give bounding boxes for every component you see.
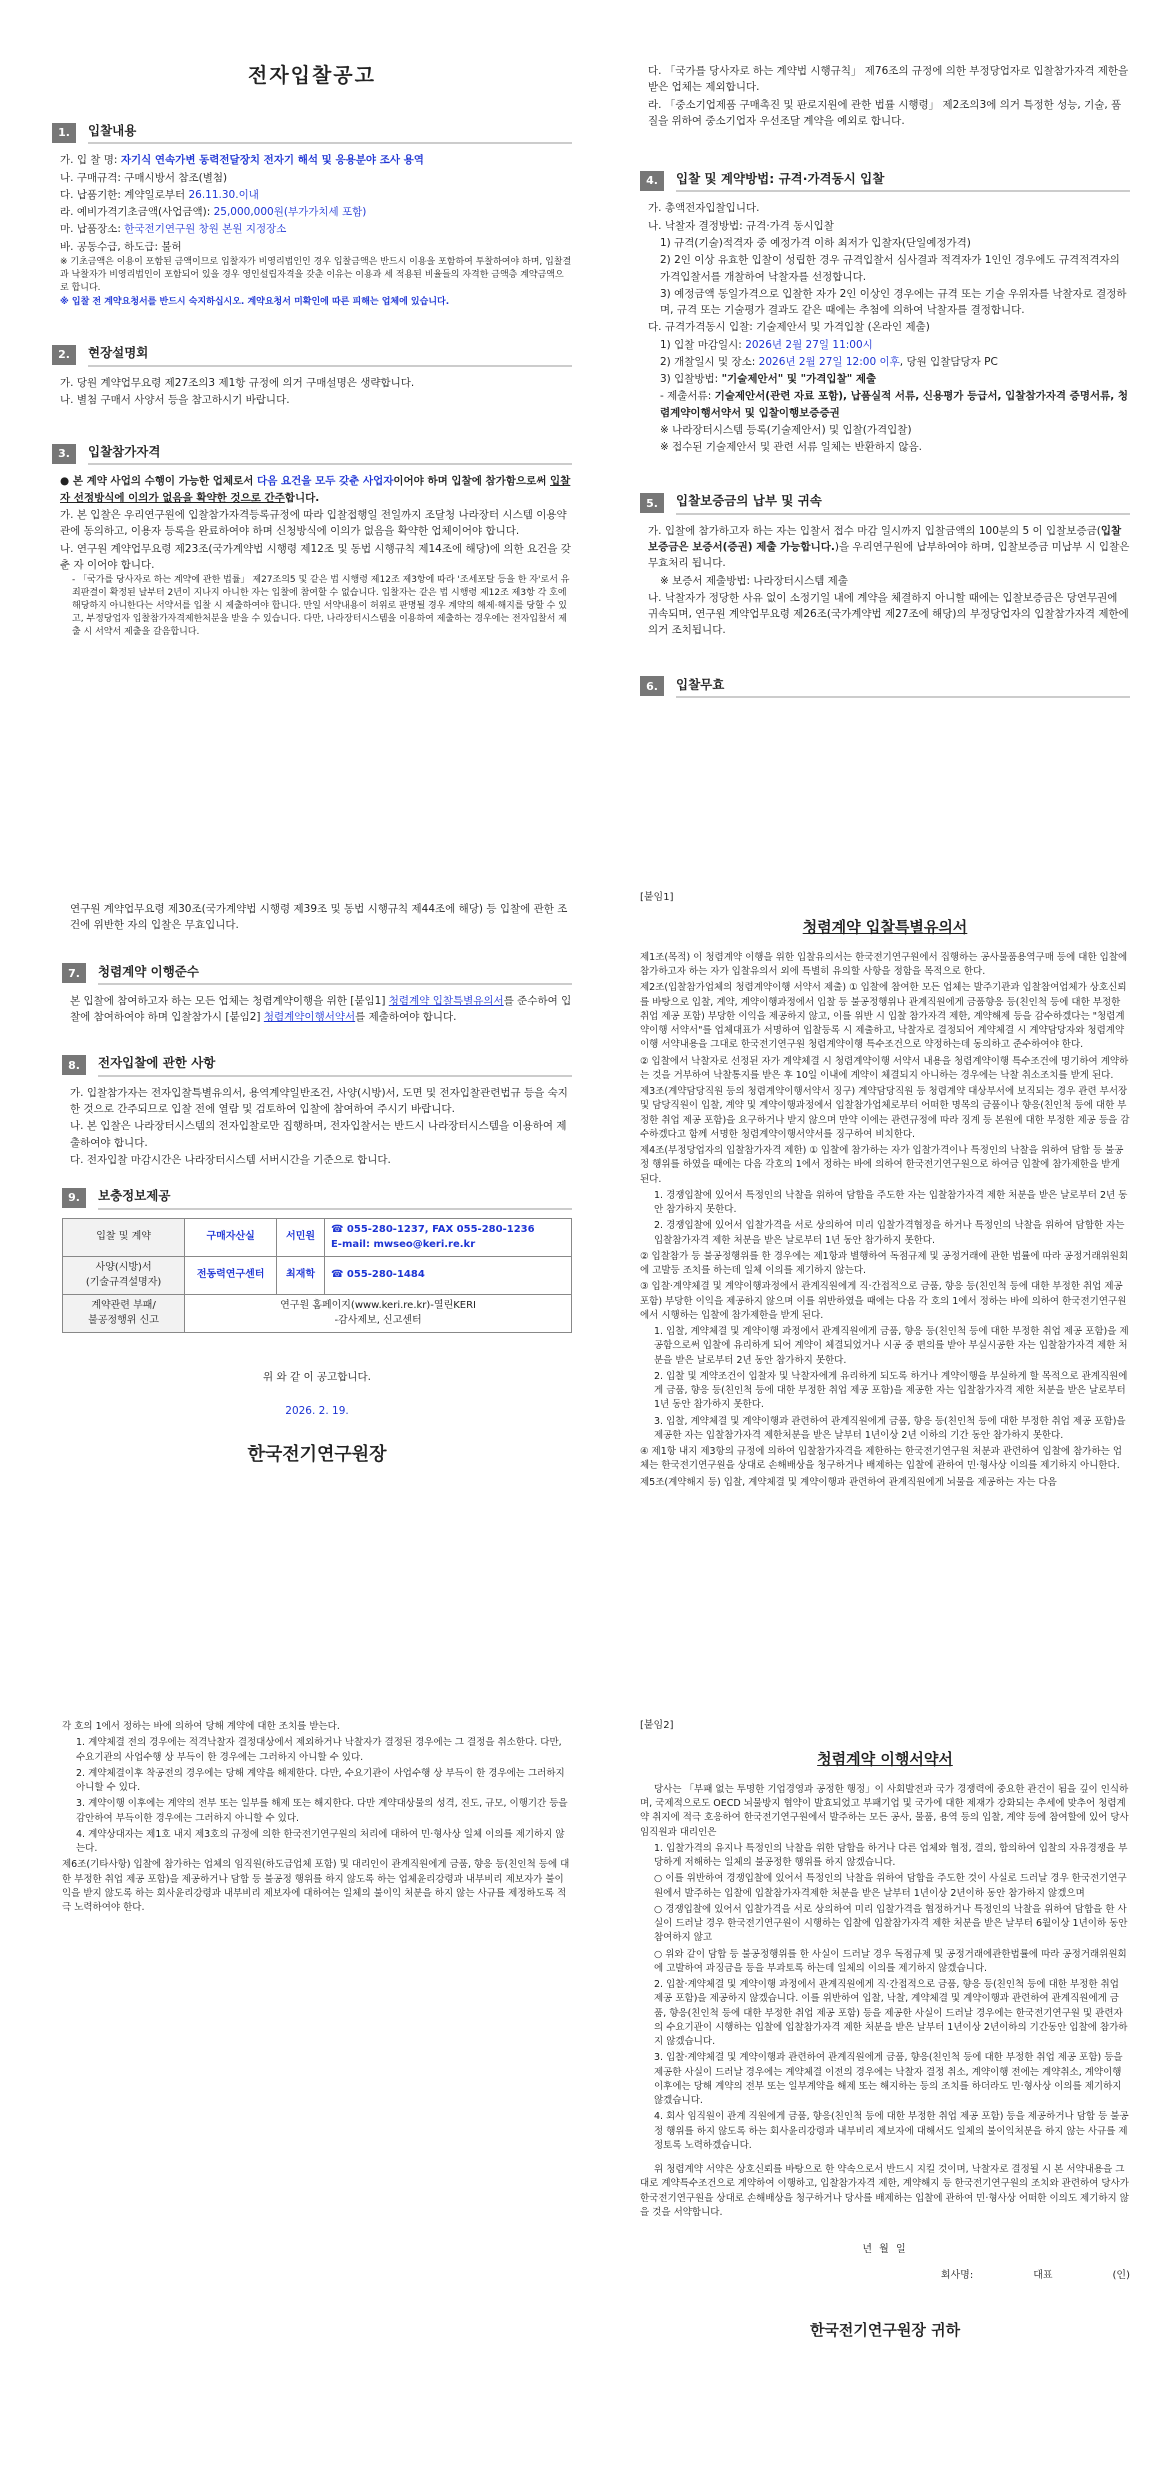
text-line: 가. 본 입찰은 우리연구원에 입찰참가자격등록규정에 따라 입찰접행일 전일까지 조달청 나라장터 시스템 이용약관에 동의하고, 이용자 등록을 완료하여야 하며 신청방식에 이의가 없음을 확약한 업체이어야 합니다. [60, 508, 567, 538]
closing-text: 위 청렴계약 서약은 상호신뢰를 바탕으로 한 약속으로서 반드시 지킬 것이며, 낙찰자로 결정될 시 본 서약내용을 그대로 계약특수조건으로 계약하여 이행하고, 입찰참가자격 제한, 계약해지 등 한국전기연구원의 조치와 관련하여 당사가 한국전기연구원을 상대로 손해배상을 청구하거나 당사를 배제하는 입찰에 관하여 민·형사상 어떠한 이의도 제기하지 않을 것을 서약합니다. [640, 2164, 1129, 2218]
row-label: 입찰 및 계약 [63, 1218, 185, 1256]
paragraph: 3. 입찰·계약체결 및 계약이행과 관련하여 관계직원에게 금품, 향응(친인척 등에 대한 부정한 취업 제공 포함) 등을 제공한 사실이 드러날 경우에는 계약체결 이전의 경우에는 낙찰자 결정 취소, 계약이행 전에는 계약취소, 계약이행 이후에는 당해 계약의 전부 또는 일부계약을 해제 또는 해지하는 등의 조치를 하더라도 민·형사상 이의를 제기하지 않겠습니다. [654, 2052, 1123, 2106]
delivery-deadline: 다. 납품기한: 계약일로부터 26.11.30.이내 [60, 188, 259, 201]
note: ※ 접수된 기술제안서 및 관련 서류 일체는 반환하지 않음. [660, 441, 922, 454]
paragraph: ② 입찰에서 낙찰자로 선정된 자가 계약체결 시 청렴계약이행 서약서 내용을 청렴계약이행 특수조건에 명기하여 계약하는 것을 거부하여 낙찰통지를 받은 후 10일 이내에 계약이 체결되지 아니하는 경우에는 낙찰 취소조치를 받게 된다. [640, 1055, 1129, 1081]
section-title: 입찰 및 계약방법: 규격·가격동시 입찰 [676, 169, 1130, 192]
paragraph: 2. 계약체결이후 착공전의 경우에는 당해 계약을 해제한다. 다만, 수요기관이 사업수행 상 부득이 한 경우에는 그러하지 아니할 수 있다. [76, 1767, 565, 1793]
notice-date: 2026. 2. 19. [285, 1404, 349, 1417]
name-cell: 서민원 [277, 1218, 325, 1256]
seal-label: (인) [1112, 2269, 1130, 2281]
bid-name: 가. 입 찰 명: 자기식 연속가변 동력전달장치 전자기 해석 및 응용분야 조사 용역 [60, 154, 424, 167]
row-label: 계약관련 부패/ 불공정행위 신고 [63, 1294, 185, 1332]
appendix-title: 청렴계약 이행서약서 [817, 1749, 953, 1768]
paragraph: 2. 입찰·계약체결 및 계약이행 과정에서 관계직원에게 직·간접적으로 금품, 향응 등(친인척 등에 대한 부정한 취업 제공 포함)을 제공하지 않겠습니다. 이를 위반하여 입찰, 낙찰, 계약체결 및 계약이행과 관련하여 관계직원에게 금품, 향응(친인척 등에 대한 부정한 취업 제공 포함) 등을 제공한 사실이 드러날 경우에는 한국전기연구원 및 관련자의 수요기관이 시행하는 입찰에 입찰참가자격 제한 처분을 받은 날부터 1년이상 2년이하의 기간동안 입찰에 참가하지 않겠습니다. [654, 1979, 1128, 2047]
pledge-items [640, 1842, 1130, 2153]
text-line: 가. 당원 계약업무요령 제27조의3 제1항 규정에 의거 구매설명은 생략합니다. [60, 376, 415, 389]
bid-method: 3) 입찰방법: "기술제안서" 및 "가격입찰" 제출 [660, 373, 877, 386]
paragraph: 4. 계약상대자는 제1호 내지 제3호의 규정에 의한 한국전기연구원의 처리에 대하여 민·형사상 일체 이의를 제기하지 않는다. [76, 1828, 565, 1854]
paragraph: 1. 경쟁입찰에 있어서 특정인의 낙찰을 위하여 담합을 주도한 자는 입찰참가자격 제한 처분을 받은 날로부터 2년 동안 참가하지 못한다. [654, 1189, 1128, 1215]
section-7-header [62, 962, 572, 985]
paragraph: ○ 경쟁입찰에 있어서 입찰가격을 서로 상의하여 미리 입찰가격을 협정하거나 특정인의 낙찰을 위하여 담합을 한 사실이 드러날 경우 한국전기연구원이 시행하는 입찰에 입찰참가자격 제한 처분을 받은 날부터 6월이상 1년이하 동안 참여하지 않고 [654, 1903, 1128, 1944]
signer: 한국전기연구원장 [247, 1444, 387, 1466]
section-title: 전자입찰에 관한 사항 [98, 1053, 572, 1076]
section-2-header [52, 343, 572, 366]
table-row [63, 1294, 572, 1332]
company-label: 회사명: [940, 2269, 974, 2281]
text-line: 가. 총액전자입찰입니다. [648, 202, 760, 215]
appendix-1-continued [62, 1718, 572, 1917]
paragraph: 제3조(계약담당직원 등의 청렴계약이행서약서 징구) 계약담당직원 등 청렴계약 대상부서에 보직되는 경우 관련 부서장 및 담당직원이 입찰, 계약 및 계약이행과정에서 입찰참가업체로부터 어떠한 명목의 금품이나 향응(친인척 등에 대한 부정한 취업 제공 포함)을 요구하거나 받지 않으며 만약 이에는 관련규정에 따라 징계 등 본원에 대한 부정한 제공 등을 감수하겠다고 함께 서명한 청렴계약이행서약서를 징구하여 비치한다. [640, 1086, 1130, 1140]
text-line: 1) 규격(기술)적격자 중 예정가격 이하 최저가 입찰자(단일예정가격) [660, 236, 971, 249]
invalid-bid-text: 연구원 계약업무요령 제30조(국가계약법 시행령 제39조 및 동법 시행규칙 제44조에 해당) 등 입찰에 관한 조건에 위반한 자의 입찰은 무효입니다. [70, 903, 568, 932]
section-title: 입찰내용 [88, 121, 572, 144]
dept-cell: 전동력연구센터 [185, 1256, 277, 1294]
section-9-header [62, 1186, 572, 1209]
text-line: 나. 별첨 구매서 사양서 등을 참고하시기 바랍니다. [60, 393, 290, 406]
paragraph: ○ 위와 같이 담합 등 불공정행위를 한 사실이 드러날 경우 독점규제 및 공정거래에관한법률에 따라 공정거래위원회에 고발하여 과징금을 등을 부과토록 하는데 일체의 이의를 제기하지 않겠습니다. [654, 1948, 1127, 1974]
section-number: 5. [640, 493, 664, 513]
paragraph: ○ 이를 위반하여 경쟁입찰에 있어서 특정인의 낙찰을 위하여 담합을 주도한 것이 사실로 드러날 경우 한국전기연구원에서 발주하는 입찰에 입찰참가자격제한 처분을 받은 날부터 1년이상 2년이하 동안 참가하지 않겠으며 [654, 1873, 1127, 1899]
text-line: 3) 예정금액 동일가격으로 입찰한 자가 2인 이상인 경우에는 규격 또는 기술 우위자를 낙찰자로 결정하며, 규격 또는 기술평가 결과도 같은 때에는 추첨에 의하여 낙찰자를 결정합니다. [660, 287, 1127, 317]
deposit-line: 가. 입찰에 참가하고자 하는 자는 입찰서 접수 마감 일시까지 입찰금액의 100분의 5 이 입찰보증금(입찰보증금은 보증서(증권) 제출 가능합니다.)을 우리연구원에 납부하여야 하며, 입찰보증금 미납부 시 입찰은 무효처리 됩니다. [648, 524, 1130, 570]
qualification-bullet: ● 본 계약 사업의 수행이 가능한 업체로서 다음 요건을 모두 갖춘 사업자이어야 하며 입찰에 참가함으로써 입찰자 선정방식에 이의가 없음을 확약한 것으로 간주합니다. [60, 475, 571, 504]
appendix-2 [640, 1718, 1130, 2342]
section-6-header [640, 675, 1130, 698]
table-row [63, 1218, 572, 1256]
appendix-body [640, 951, 1130, 1490]
contact-cell: ☎ 055-280-1237, FAX 055-280-1236 E-mail: mwseo@keri.re.kr [324, 1218, 571, 1256]
paragraph: 제2조(입찰참가업체의 청렴계약이행 서약서 제출) ① 입찰에 참여한 모든 업체는 발주기관과 입찰참여업체가 상호신뢰를 바탕으로 입찰, 계약, 계약이행과정에서 입찰 등 불공정행위나 관계직원에게 금품향응 등(친인척 등에 대한 부정한 취업 제공 포함) 부당한 이익을 제공하지 않고, 이를 위반 시 입찰 참가자격 제한, 계약해제 등을 감수하겠다는 "청렴계약이행 서약서"를 업체대표가 서명하여 입찰등록 시 제출하고, 낙찰자로 결정되어 계약체결 시 계약담당자와 청렴계약이행 서약내용을 그대로 한국전기연구원 청렴계약이행 특수조건으로 약정하는데 동의하고 준수하여야 한다. [640, 982, 1127, 1051]
appendix-label: [붙임2] [640, 1720, 674, 1731]
opening-datetime: 2) 개찰일시 및 장소: 2026년 2월 27일 12:00 이후, 당원 입찰담당자 PC [660, 355, 998, 368]
paragraph: 3. 계약이행 이후에는 계약의 전부 또는 일부를 해제 또는 해지한다. 다만 계약대상물의 성격, 진도, 규모, 이행기간 등을 감안하여 부득이한 경우에는 그러하지 아니할 수 있다. [76, 1798, 568, 1824]
page-title: 전자입찰공고 [248, 63, 376, 87]
notice-page-2-left [62, 900, 572, 1469]
submission-docs: - 제출서류: 기술제안서(관련 자료 포함), 납품실적 서류, 신용평가 등급서, 입찰참가자격 증명서류, 청렴계약이행서약서 및 입찰이행보증증권 [660, 390, 1129, 419]
section-number: 8. [62, 1055, 86, 1075]
section-title: 입찰무효 [676, 675, 1130, 698]
text-line: - 「국가를 당사자로 하는 계약에 관한 법률」 제27조의5 및 같은 법 시행령 제12조 제3항에 따라 '조세포탈 등을 한 자'로서 유죄판결이 확정된 날부터 2년이 지나지 아니한 자는 입찰에 참여할 수 없습니다. 입찰자는 같은 법 시행령 제12조 제3항 각 호에 해당하지 아니한다는 서약서를 입찰 시 제출하여야 합니다. 만일 서약내용이 허위로 판명될 경우 계약의 해제·해지를 당할 수 있고, 부정당업자 입찰참가자격제한처분을 받을 수 있습니다. 다만, 나라장터시스템을 이용하여 제출하는 경우에는 전자입찰서 제출 시 서약서 제출을 갈음합니다. [72, 575, 570, 638]
paragraph: 제5조(계약해지 등) 입찰, 계약체결 및 계약이행과 관련하여 관계직원에게 뇌물을 제공하는 자는 다음 [640, 1476, 1057, 1488]
date-line: 년 월 일 [862, 2244, 908, 2255]
text-line: 다. 전자입찰 마감시간은 나라장터시스템 서버시간을 기준으로 합니다. [70, 1153, 391, 1166]
paragraph: 1. 계약체결 전의 경우에는 적격낙찰자 결정대상에서 제외하거나 낙찰자가 결정된 경우에는 그 결정을 취소한다. 다만, 수요기관의 사업수행 상 부득이 한 경우에는 그러하지 아니할 수 있다. [76, 1737, 562, 1763]
table-row [63, 1256, 572, 1294]
section-number: 3. [52, 444, 76, 464]
paragraph: 제4조(부정당업자의 입찰참가자격 제한) ① 입찰에 참가하는 자가 입찰가격이나 특정인의 낙찰을 위하여 담합 등 불공정 행위를 하였을 때에는 다음 각호의 1에서 정하는 바에 의하여 한국전기연구원으로 하여금 입찰에 참가제한을 받게 된다. [640, 1145, 1124, 1185]
paragraph: 2. 입찰 및 계약조건이 입찰자 및 낙찰자에게 유리하게 되도록 하거나 계약이행을 부실하게 할 목적으로 관계직원에게 금품, 향응 등(친인척 등에 대한 부정한 취업 제공 포함)을 제공한 자는 입찰참가자격 제한 처분을 받은 날로부터 1년 동안 참가하지 못한다. [654, 1370, 1128, 1411]
paragraph: 1. 입찰, 계약체결 및 계약이행 과정에서 관계직원에게 금품, 향응 등(친인척 등에 대한 부정한 취업 제공 포함)을 제공함으로써 입찰에 유리하게 되어 계약이 체결되었거나 시공 중 편의를 받아 부실시공한 자는 입찰참가자격 제한 처분을 받은 날로부터 2년 동안 참가하지 못한다. [654, 1326, 1129, 1366]
addressee: 한국전기연구원장 귀하 [809, 2321, 961, 2339]
text-line: 나. 낙찰자 결정방법: 규격·가격 동시입찰 [648, 219, 834, 232]
name-cell: 최재학 [277, 1256, 325, 1294]
note: ※ 나라장터시스템 등록(기술제안서) 및 입찰(가격입찰) [660, 423, 912, 436]
paragraph: 3. 입찰, 계약체결 및 계약이행과 관련하여 관계직원에게 금품, 향응 등(친인척 등에 대한 부정한 취업 제공 포함)을 제공한 자는 입찰참가자격 제한처분을 받은 날부터 1년이상 2년 이하의 기간 동안 참가하지 못한다. [654, 1415, 1126, 1441]
spec-line: 나. 구매규격: 구매시방서 참조(별첨) [60, 171, 228, 184]
contact-cell: ☎ 055-280-1484 [324, 1256, 571, 1294]
delivery-place: 마. 납품장소: 한국전기연구원 창원 본원 지정장소 [60, 223, 287, 236]
paragraph: 제6조(기타사항) 입찰에 참가하는 업체의 임직원(하도급업체 포함) 및 대리인이 관계직원에게 금품, 향응 등(친인척 등에 대한 부정한 취업 제공 포함)을 제공하거나 담합 등 불공정 행위를 하지 않도록 하는 업체윤리강령과 내부비리 제보자가 불이익을 받지 않도록 하는 회사윤리강령과 내부비리 제보자에 대하여는 일체의 불이익 처분을 하지 않는 사규를 제정하도록 적극 노력하여야 한다. [62, 1859, 570, 1913]
appendix-label: [붙임1] [640, 892, 674, 903]
section-8-header [62, 1053, 572, 1076]
integrity-text: 본 입찰에 참여하고자 하는 모든 업체는 청렴계약이행을 위한 [붙임1] 청렴계약 입찰특별유의서를 준수하여 입찰에 참여하여야 하며 입찰참가시 [붙임2] 청렴계약이행서약서를 제출하여야 합니다. [70, 994, 572, 1024]
text-line: 다. 「국가를 당사자로 하는 계약법 시행규칙」 제76조의 규정에 의한 부정당업자로 입찰참가자격 제한을 받은 업체는 제외합니다. [648, 65, 1129, 94]
section-title: 입찰보증금의 납부 및 귀속 [676, 491, 1130, 514]
section-4-header [640, 169, 1130, 192]
base-price: 라. 예비가격기초금액(사업금액): 25,000,000원(부가가치세 포함) [60, 206, 367, 219]
bid-deadline: 1) 입찰 마감일시: 2026년 2월 27일 11:00시 [660, 338, 873, 351]
section-number: 2. [52, 345, 76, 365]
section-number: 6. [640, 676, 664, 696]
notice-page-left [52, 60, 572, 640]
section-title: 입찰참가자격 [88, 442, 572, 465]
section-number: 4. [640, 171, 664, 191]
warning-note: ※ 입찰 전 계약요청서를 반드시 숙지하십시오. 계약요청서 미확인에 따른 피해는 업체에 있습니다. [60, 297, 450, 308]
section-1-header [52, 121, 572, 144]
paragraph: 2. 경쟁입찰에 있어서 입찰가격을 서로 상의하여 미리 입찰가격협정을 하거나 특정인의 낙찰을 위하여 담합한 자는 입찰참가자격 제한 처분을 받은 날로부터 1년 동안 참가하지 못한다. [654, 1220, 1125, 1246]
paragraph: ② 입찰참가 등 불공정행위를 한 경우에는 제1항과 별행하여 독점규제 및 공정거래에 관한 법률에 따라 공정거래위원회에 고발등 조치를 하는데 일체 이의를 제기하지 않는다. [640, 1250, 1129, 1276]
text-line: 2) 2인 이상 유효한 입찰이 성립한 경우 규격입찰서 심사결과 적격자가 1인인 경우에도 규격적격자의 가격입찰서를 개찰하여 낙찰자를 선정합니다. [660, 254, 1120, 283]
paragraph: 4. 회사 임직원이 관계 직원에게 금품, 향응(친인척 등에 대한 부정한 취업 제공 포함) 등을 제공하거나 담합 등 불공정 행위를 하지 않도록 하는 회사윤리강령과 내부비리 제보자에 대해서도 일체의 불이익처분을 하지 않는 사규를 제정토록 노력하겠습니다. [654, 2111, 1129, 2151]
signature-row [640, 2268, 1130, 2284]
note: ※ 기초금액은 이용이 포함된 금액이므로 입찰자가 비영리법인인 경우 입찰금액은 반드시 이용을 포함하여 투찰하여야 하며, 입찰결과 낙찰자가 비영리법인이 포함되어 있을 경우 영인설립자격을 갖춘 이유는 이용과 세 적용된 비율들의 자격한 금액층 계약금액으로 합니다. [60, 256, 572, 294]
text-line: 다. 규격가격동시 입찰: 기술제안서 및 가격입찰 (온라인 제출) [648, 321, 930, 334]
section-title: 청렴계약 이행준수 [98, 962, 572, 985]
subcontract-line: 바. 공동수급, 하도급: 불허 [60, 240, 182, 253]
text-line: 나. 본 입찰은 나라장터시스템의 전자입찰로만 집행하며, 전자입찰서는 반드시 나라장터시스템을 이용하여 제출하여야 합니다. [70, 1120, 567, 1149]
appendix-body [62, 1720, 572, 1915]
section-number: 7. [62, 963, 86, 983]
paragraph: 제1조(목적) 이 청렴계약 이행을 위한 입찰유의서는 한국전기연구원에서 집행하는 공사물품용역구매 등에 대한 입찰에 참가하고자 하는 자가 입찰유의서 외에 특별히 유의할 사항을 정함을 목적으로 한다. [640, 951, 1128, 977]
paragraph: ④ 제1항 내지 제3항의 규정에 의하여 입찰참가자격을 제한하는 한국전기연구원 처분과 관련하여 입찰에 참가하는 업체는 한국전기연구원을 상대로 손해배상을 청구하거나 배제하는 입찰에 관하여 민·형사상 이의를 제기하지 아니한다. [640, 1446, 1123, 1472]
intro-text: 당사는 「부패 없는 투명한 기업경영과 공정한 행정」이 사회발전과 국가 경쟁력에 중요한 관건이 됨을 깊이 인식하며, 국제적으로도 OECD 뇌물방지 협약이 발효되었고 부패기업 및 국가에 대한 제재가 강화되는 추세에 맞추어 청렴계약 취지에 적극 호응하여 한국전기연구원에서 발주하는 모든 공사, 물품, 용역 등의 입찰, 계약 등에 참여할에 있어 당사 임직원과 대리인은 [640, 1783, 1129, 1838]
report-cell: 연구원 홈페이지(www.keri.re.kr)-열린KERI -감사제보, 신고센터 [185, 1294, 572, 1332]
dept-cell: 구매자산실 [185, 1218, 277, 1256]
paragraph: 1. 입찰가격의 유지나 특정인의 낙찰을 위한 담합을 하거나 다른 업체와 협정, 결의, 합의하여 입찰의 자유경쟁을 부당하게 저해하는 일체의 불공정한 행위를 하지 않겠습니다. [654, 1842, 1128, 1868]
text-line: 나. 연구원 계약업무요령 제23조(국가계약법 시행령 제12조 및 동법 시행규칙 제14조에 해당)에 의한 요건을 갖춘 자 이어야 합니다. [60, 542, 571, 571]
section-title: 보충정보제공 [98, 1186, 572, 1209]
note: ※ 보증서 제출방법: 나라장터시스템 제출 [660, 574, 848, 587]
rep-label: 대표 [1033, 2269, 1053, 2281]
paragraph: ③ 입찰·계약체결 및 계약이행과정에서 관계직원에게 직·간접적으로 금품, 향응 등(친인척 등에 대한 부정한 취업 제공 포함) 부당한 이익을 제공하지 않으며 이를 위반하였을 때에는 다음 각 호의 1에서 정하는 바에 의하여 한국전기연구원에서 시행하는 입찰에 참가제한을 받게 된다. [640, 1281, 1127, 1321]
appendix-1 [640, 890, 1130, 1492]
text-line: 나. 낙찰자가 정당한 사유 없이 소정기일 내에 계약을 체결하지 아니할 때에는 입찰보증금은 당연무권에 귀속되며, 연구원 계약업무요령 제26조(국가계약법 제27조에 해당)의 부정당업자의 입찰참가자격 제한에 의거 조치됩니다. [648, 591, 1129, 637]
notice-page-right [640, 62, 1130, 706]
section-5-header [640, 491, 1130, 514]
contact-table [62, 1218, 572, 1333]
text-line: 가. 입찰참가자는 전자입찰특별유의서, 용역계약일반조건, 사양(시방)서, 도면 및 전자입찰관련법규 등을 숙지한 것으로 간주되므로 입찰 전에 열람 및 검토하여 입찰에 참여하여 주시기 바랍니다. [70, 1086, 568, 1116]
paragraph: 각 호의 1에서 정하는 바에 의하여 당해 계약에 대한 조치를 받는다. [62, 1721, 340, 1732]
section-3-header [52, 442, 572, 465]
text-line: 라. 「중소기업제품 구매촉진 및 판로지원에 관한 법률 시행령」 제2조의3에 의거 특정한 성능, 기술, 품질을 위하여 중소기업자 우선조달 계약을 예외로 합니다. [648, 98, 1122, 127]
closing-text: 위 와 같 이 공고합니다. [263, 1370, 371, 1383]
section-title: 현장설명회 [88, 343, 572, 366]
section-number: 1. [52, 123, 76, 143]
section-number: 9. [62, 1188, 86, 1208]
appendix-title: 청렴계약 입찰특별유의서 [802, 917, 968, 936]
row-label: 사양(시방)서 (기술규격설명자) [63, 1256, 185, 1294]
